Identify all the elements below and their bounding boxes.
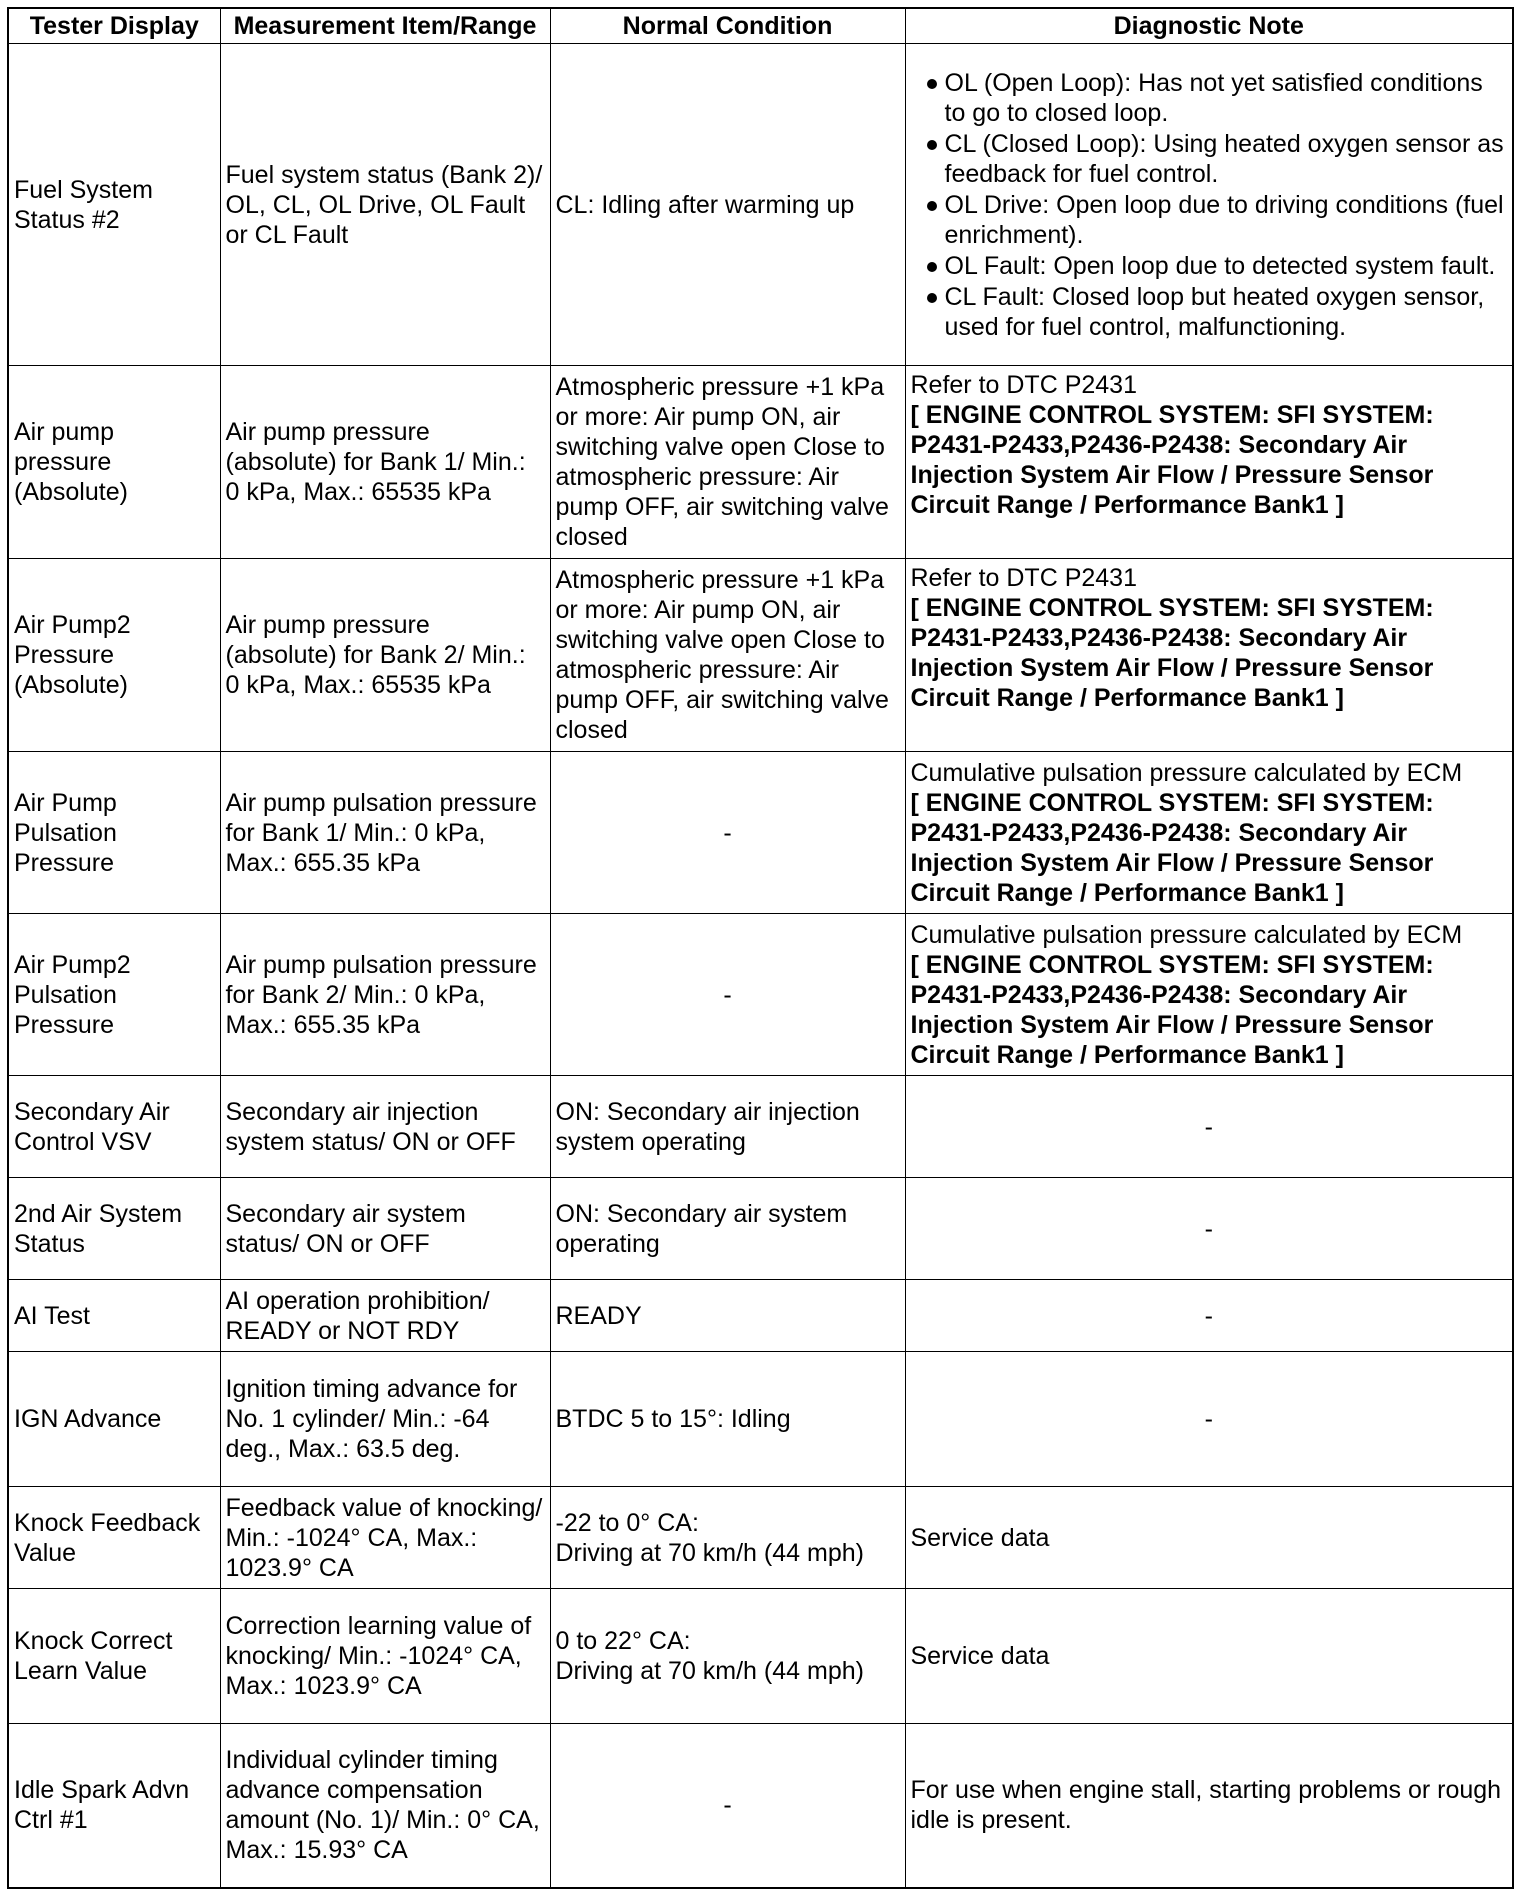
reference-link[interactable]: [ ENGINE CONTROL SYSTEM: SFI SYSTEM: P2431-P2433,P2436-P2438: Secondary Air Injection System Air Flow / Pressure Sensor Circuit Range / Performance Bank1 ]	[910, 594, 1434, 712]
measurement-cell: Air pump pulsation pressure for Bank 2/ Min.: 0 kPa, Max.: 655.35 kPa	[220, 914, 550, 1076]
diagnostic-note-cell	[905, 366, 1513, 559]
normal-condition-cell: BTDC 5 to 15°: Idling	[550, 1352, 905, 1487]
reference-link[interactable]: [ ENGINE CONTROL SYSTEM: SFI SYSTEM: P2431-P2433,P2436-P2438: Secondary Air Injection System Air Flow / Pressure Sensor Circuit Range / Performance Bank1 ]	[910, 950, 1434, 1069]
table-row	[8, 1589, 1513, 1724]
tester-display-cell: IGN Advance	[8, 1352, 220, 1487]
diagnostic-note-cell: -	[905, 1178, 1513, 1280]
diagnostic-note-cell: Service data	[905, 1589, 1513, 1724]
tester-display-cell: Knock Correct Learn Value	[8, 1589, 220, 1724]
measurement-cell: Fuel system status (Bank 2)/ OL, CL, OL Drive, OL Fault or CL Fault	[220, 44, 550, 366]
tester-display-cell: Air Pump2 Pulsation Pressure	[8, 914, 220, 1076]
table-row	[8, 1178, 1513, 1280]
normal-condition-cell	[550, 1487, 905, 1589]
reference-link[interactable]: [ ENGINE CONTROL SYSTEM: SFI SYSTEM: P2431-P2433,P2436-P2438: Secondary Air Injection System Air Flow / Pressure Sensor Circuit Range / Performance Bank1 ]	[910, 401, 1434, 519]
diagnostic-note-cell: -	[905, 1280, 1513, 1352]
measurement-cell: Air pump pressure (absolute) for Bank 2/ Min.: 0 kPa, Max.: 65535 kPa	[220, 559, 550, 752]
measurement-cell: Ignition timing advance for No. 1 cylinder/ Min.: -64 deg., Max.: 63.5 deg.	[220, 1352, 550, 1487]
note-text: Cumulative pulsation pressure calculated by ECM	[910, 920, 1463, 949]
note-bullet-item: OL Drive: Open loop due to driving conditions (fuel enrichment).	[911, 190, 1508, 250]
tester-display-cell: 2nd Air System Status	[8, 1178, 220, 1280]
note-text: Refer to DTC P2431	[910, 564, 1137, 592]
measurement-cell: Secondary air system status/ ON or OFF	[220, 1178, 550, 1280]
note-bullet-item: OL (Open Loop): Has not yet satisfied conditions to go to closed loop.	[911, 68, 1508, 128]
table-row	[8, 1280, 1513, 1352]
normal-condition-cell: READY	[550, 1280, 905, 1352]
tester-display-cell: Air Pump Pulsation Pressure	[8, 752, 220, 914]
reference-link[interactable]: [ ENGINE CONTROL SYSTEM: SFI SYSTEM: P2431-P2433,P2436-P2438: Secondary Air Injection System Air Flow / Pressure Sensor Circuit Range / Performance Bank1 ]	[910, 788, 1434, 907]
note-bullet-item: OL Fault: Open loop due to detected system fault.	[911, 251, 1508, 281]
normal-condition-cell: -	[550, 914, 905, 1076]
measurement-cell: Air pump pulsation pressure for Bank 1/ Min.: 0 kPa, Max.: 655.35 kPa	[220, 752, 550, 914]
measurement-cell: AI operation prohibition/ READY or NOT RDY	[220, 1280, 550, 1352]
table-row	[8, 44, 1513, 366]
note-bullet-item: CL Fault: Closed loop but heated oxygen sensor, used for fuel control, malfunctioning.	[911, 282, 1508, 342]
table-row	[8, 914, 1513, 1076]
normal-condition-line: Driving at 70 km/h (44 mph)	[555, 1657, 864, 1685]
diagnostic-note-cell	[905, 44, 1513, 366]
diagnostic-note-cell	[905, 752, 1513, 914]
table-row	[8, 366, 1513, 559]
tester-display-cell: Knock Feedback Value	[8, 1487, 220, 1589]
tester-display-cell: AI Test	[8, 1280, 220, 1352]
header-diagnostic-note: Diagnostic Note	[905, 8, 1513, 44]
measurement-cell: Air pump pressure (absolute) for Bank 1/ Min.: 0 kPa, Max.: 65535 kPa	[220, 366, 550, 559]
normal-condition-cell: Atmospheric pressure +1 kPa or more: Air pump ON, air switching valve open Close to atmospheric pressure: Air pump OFF, air switching valve closed	[550, 559, 905, 752]
diagnostic-note-cell	[905, 559, 1513, 752]
diagnostic-note-cell	[905, 914, 1513, 1076]
normal-condition-cell: -	[550, 1724, 905, 1888]
normal-condition-line: Driving at 70 km/h (44 mph)	[555, 1538, 864, 1567]
note-bullet-list	[911, 68, 1508, 342]
table-row	[8, 1487, 1513, 1589]
note-text: Cumulative pulsation pressure calculated by ECM	[910, 758, 1463, 787]
table-row	[8, 1076, 1513, 1178]
tester-display-cell: Secondary Air Control VSV	[8, 1076, 220, 1178]
note-text: Refer to DTC P2431	[910, 371, 1137, 399]
tester-display-cell: Air pump pressure (Absolute)	[8, 366, 220, 559]
note-bullet-item: CL (Closed Loop): Using heated oxygen sensor as feedback for fuel control.	[911, 129, 1508, 189]
header-tester-display: Tester Display	[8, 8, 220, 44]
measurement-cell: Feedback value of knocking/ Min.: -1024° CA, Max.: 1023.9° CA	[220, 1487, 550, 1589]
header-normal-condition: Normal Condition	[550, 8, 905, 44]
diagnostic-note-cell: Service data	[905, 1487, 1513, 1589]
normal-condition-cell: -	[550, 752, 905, 914]
tester-display-cell: Fuel System Status #2	[8, 44, 220, 366]
normal-condition-cell: CL: Idling after warming up	[550, 44, 905, 366]
table-row	[8, 559, 1513, 752]
normal-condition-line: 0 to 22° CA:	[555, 1627, 691, 1655]
normal-condition-line: -22 to 0° CA:	[555, 1508, 699, 1537]
diagnostic-note-cell: -	[905, 1352, 1513, 1487]
normal-condition-cell	[550, 1589, 905, 1724]
normal-condition-cell: Atmospheric pressure +1 kPa or more: Air pump ON, air switching valve open Close to atmospheric pressure: Air pump OFF, air switching valve closed	[550, 366, 905, 559]
table-row	[8, 1724, 1513, 1888]
table-row	[8, 752, 1513, 914]
diagnostic-note-cell: -	[905, 1076, 1513, 1178]
tester-display-cell: Air Pump2 Pressure (Absolute)	[8, 559, 220, 752]
data-list-table	[7, 7, 1514, 1889]
normal-condition-cell: ON: Secondary air system operating	[550, 1178, 905, 1280]
tester-display-cell: Idle Spark Advn Ctrl #1	[8, 1724, 220, 1888]
header-measurement-item: Measurement Item/Range	[220, 8, 550, 44]
header-row	[8, 8, 1513, 44]
data-list-table-container	[7, 7, 1512, 1889]
measurement-cell: Individual cylinder timing advance compensation amount (No. 1)/ Min.: 0° CA, Max.: 15.93° CA	[220, 1724, 550, 1888]
normal-condition-cell: ON: Secondary air injection system operating	[550, 1076, 905, 1178]
measurement-cell: Correction learning value of knocking/ Min.: -1024° CA, Max.: 1023.9° CA	[220, 1589, 550, 1724]
table-row	[8, 1352, 1513, 1487]
measurement-cell: Secondary air injection system status/ ON or OFF	[220, 1076, 550, 1178]
diagnostic-note-cell: For use when engine stall, starting problems or rough idle is present.	[905, 1724, 1513, 1888]
